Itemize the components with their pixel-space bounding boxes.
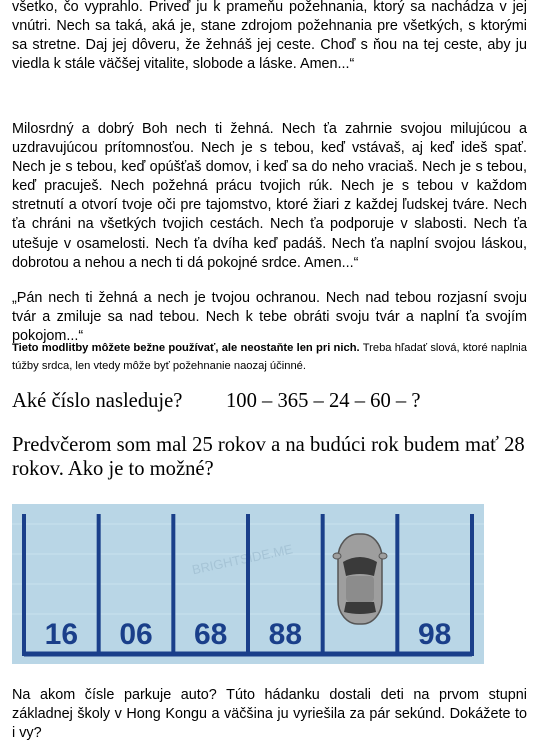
car-rear-window [344,602,376,614]
prayer-note-bold: Tieto modlitby môžete bežne používať, ale neostaňte len pri nich. [12,342,360,354]
parking-spot-number: 16 [44,618,79,651]
prayer-paragraph-1: všetko, čo vyprahlo. Priveď ju k prameňu požehnania, ktorý sa nachádza v jej vnútri. Nech sa taká, aká je, stane zdrojom požehnania pre všetkých, s ktorými sa stretne. Daj jej dôveru, že žehnáš jej ceste. Choď s ňou na tej ceste, aby ju viedla k stále väčšej vitalite, slobode a láske. Amen...“ [12,0,527,73]
parking-spot-number: 98 [417,618,452,651]
car-mirror [333,553,341,559]
riddle-question-1: Aké číslo nasleduje? [12,390,183,412]
watermark-text: BRIGHTSIDE.ME [190,541,295,578]
car-mirror [379,553,387,559]
parking-puzzle-image [12,504,484,664]
prayer-paragraph-3: „Pán nech ti žehná a nech je tvojou ochranou. Nech nad tebou rozjasní svoju tvár a zmiluje sa nad tebou. Nech k tebe obráti svoju tvár a naplní ťa svojím pokojom...“ [12,290,527,345]
car-icon [333,534,387,624]
riddle-question-2: Predvčerom som mal 25 rokov a na budúci rok budem mať 28 rokov. Ako je to možné? [12,434,525,480]
puzzle-question: Na akom čísle parkuje auto? Túto hádanku dostali deti na prvom stupni základnej školy v Hong Kongu a väčšina ju vyriešila za pár sekúnd. Dokážete to i vy? [12,687,527,742]
prayer-note-rest: Treba hľadať slová, ktoré naplnia túžby srdca, len vtedy môže byť požehnanie naozaj účinné. [12,342,528,372]
riddle-sequence: 100 – 365 – 24 – 60 – ? [226,390,421,412]
car-windshield [343,557,377,576]
car-roof [346,576,374,602]
parking-spot-number: 88 [268,618,303,651]
parking-spot-number: 06 [119,618,153,651]
prayer-note [12,340,527,375]
prayer-paragraph-2: Milosrdný a dobrý Boh nech ti žehná. Nech ťa zahrnie svojou milujúcou a uzdravujúcou prítomnosťou. Nech je s tebou, keď vstávaš, aj keď ideš spať. Nech je s tebou, keď opúšťaš domov, i keď sa do neho vraciaš. Nech je s tebou, keď pracuješ. Nech požehná prácu tvojich rúk. Nech je s tebou v každom stretnutí a otvorí tvoje oči pre tajomstvo, ktoré žiari z každej ľudskej tváre. Nech ťa chráni na všetkých tvojich cestách. Nech ťa podporuje v slabosti. Nech ťa utešuje v osamelosti. Nech ťa dvíha keď padáš. Nech ťa naplní svojou láskou, dobrotou a nehou a nech ti dá pokojné srdce. Amen...“ [12,121,527,271]
parking-spot-number: 68 [193,618,228,651]
